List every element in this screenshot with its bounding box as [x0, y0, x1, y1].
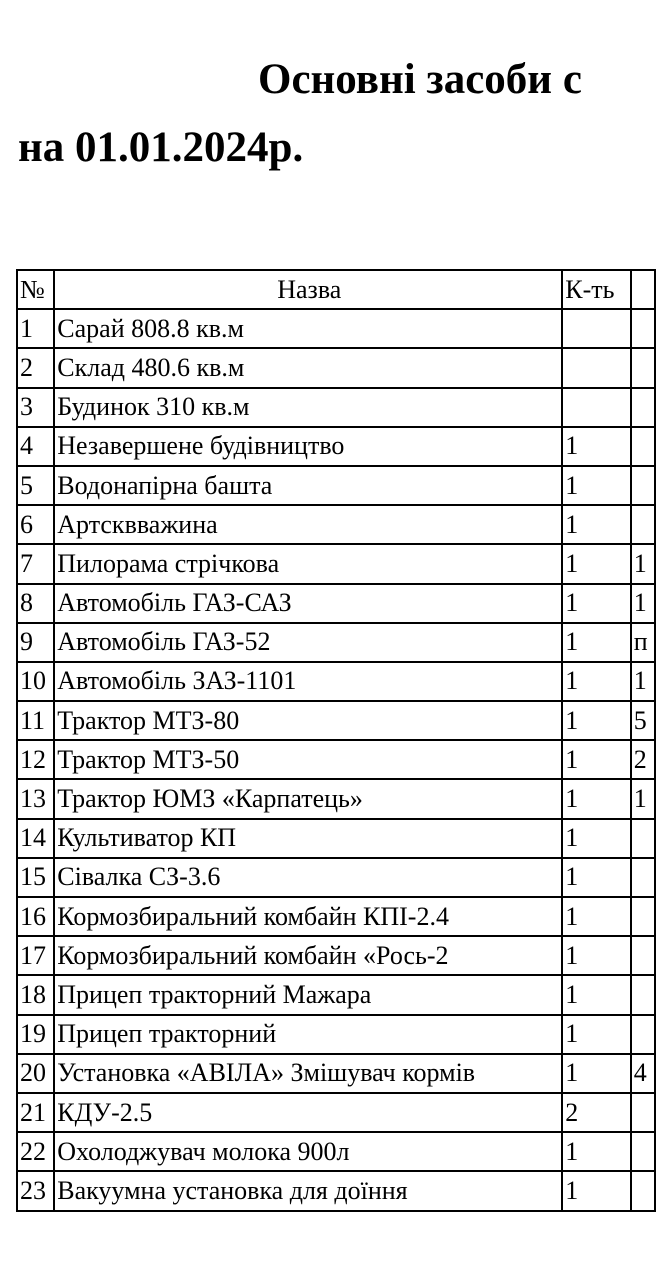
- cell-number: 21: [17, 1093, 54, 1132]
- cell-next: 1: [631, 584, 655, 623]
- cell-name: Прицеп тракторний Мажара: [54, 975, 562, 1014]
- cell-name: Будинок 310 кв.м: [54, 388, 562, 427]
- header-next-column: [631, 270, 655, 309]
- cell-quantity: [562, 388, 631, 427]
- table-row: [17, 858, 655, 897]
- cell-number: 17: [17, 936, 54, 975]
- table-row: [17, 1171, 655, 1210]
- cell-next: [631, 858, 655, 897]
- cell-next: [631, 819, 655, 858]
- cell-number: 8: [17, 584, 54, 623]
- cell-next: 1: [631, 662, 655, 701]
- table-row: [17, 348, 655, 387]
- table-row: [17, 427, 655, 466]
- cell-next: [631, 309, 655, 348]
- cell-name: Трактор МТЗ-50: [54, 740, 562, 779]
- cell-number: 16: [17, 897, 54, 936]
- cell-next: [631, 1171, 655, 1210]
- table-row: [17, 1054, 655, 1093]
- table-row: [17, 701, 655, 740]
- assets-table: [16, 269, 656, 1212]
- table-row: [17, 936, 655, 975]
- cell-name: Вакуумна установка для доїння: [54, 1171, 562, 1210]
- cell-name: Установка «АВІЛА» Змішувач кормів: [54, 1054, 562, 1093]
- cell-next: 4: [631, 1054, 655, 1093]
- cell-number: 6: [17, 505, 54, 544]
- cell-name: Трактор МТЗ-80: [54, 701, 562, 740]
- cell-number: 14: [17, 819, 54, 858]
- cell-number: 22: [17, 1132, 54, 1171]
- cell-quantity: 1: [562, 740, 631, 779]
- header-number: №: [17, 270, 54, 309]
- table-row: [17, 544, 655, 583]
- cell-name: Пилорама стрічкова: [54, 544, 562, 583]
- table-row: [17, 740, 655, 779]
- cell-number: 7: [17, 544, 54, 583]
- table-row: [17, 388, 655, 427]
- cell-number: 19: [17, 1015, 54, 1054]
- cell-quantity: 1: [562, 975, 631, 1014]
- cell-name: Незавершене будівництво: [54, 427, 562, 466]
- header-name: Назва: [54, 270, 562, 309]
- table-row: [17, 1132, 655, 1171]
- cell-name: Трактор ЮМЗ «Карпатець»: [54, 779, 562, 818]
- cell-next: [631, 936, 655, 975]
- cell-name: Автомобіль ЗАЗ-1101: [54, 662, 562, 701]
- table-row: [17, 819, 655, 858]
- cell-next: 2: [631, 740, 655, 779]
- cell-number: 10: [17, 662, 54, 701]
- page-subtitle-date: на 01.01.2024р.: [18, 124, 304, 171]
- cell-quantity: 1: [562, 897, 631, 936]
- cell-next: 5: [631, 701, 655, 740]
- cell-next: [631, 348, 655, 387]
- table-row: [17, 505, 655, 544]
- cell-quantity: [562, 309, 631, 348]
- cell-quantity: [562, 348, 631, 387]
- cell-number: 11: [17, 701, 54, 740]
- cell-number: 18: [17, 975, 54, 1014]
- cell-name: Автомобіль ГАЗ-52: [54, 623, 562, 662]
- cell-number: 5: [17, 466, 54, 505]
- cell-quantity: 1: [562, 584, 631, 623]
- cell-number: 20: [17, 1054, 54, 1093]
- cell-next: [631, 388, 655, 427]
- cell-name: Сівалка СЗ-3.6: [54, 858, 562, 897]
- cell-quantity: 1: [562, 936, 631, 975]
- cell-quantity: 1: [562, 544, 631, 583]
- cell-quantity: 1: [562, 1015, 631, 1054]
- cell-next: [631, 505, 655, 544]
- cell-number: 2: [17, 348, 54, 387]
- table-row: [17, 584, 655, 623]
- cell-name: Прицеп тракторний: [54, 1015, 562, 1054]
- cell-name: Артсквважина: [54, 505, 562, 544]
- table-row: [17, 309, 655, 348]
- table-header-row: [17, 270, 655, 309]
- cell-quantity: 1: [562, 662, 631, 701]
- cell-quantity: 1: [562, 779, 631, 818]
- cell-next: [631, 427, 655, 466]
- cell-quantity: 1: [562, 466, 631, 505]
- cell-name: Водонапірна башта: [54, 466, 562, 505]
- header-quantity: К-ть: [562, 270, 631, 309]
- cell-next: [631, 1015, 655, 1054]
- cell-number: 4: [17, 427, 54, 466]
- cell-name: Сарай 808.8 кв.м: [54, 309, 562, 348]
- table-row: [17, 897, 655, 936]
- cell-quantity: 1: [562, 701, 631, 740]
- table-row: [17, 1015, 655, 1054]
- cell-quantity: 2: [562, 1093, 631, 1132]
- cell-name: Охолоджувач молока 900л: [54, 1132, 562, 1171]
- cell-number: 13: [17, 779, 54, 818]
- cell-number: 1: [17, 309, 54, 348]
- table-row: [17, 975, 655, 1014]
- cell-quantity: 1: [562, 1054, 631, 1093]
- cell-name: Склад 480.6 кв.м: [54, 348, 562, 387]
- cell-number: 15: [17, 858, 54, 897]
- cell-quantity: 1: [562, 623, 631, 662]
- table-row: [17, 662, 655, 701]
- cell-number: 3: [17, 388, 54, 427]
- cell-name: Автомобіль ГАЗ-САЗ: [54, 584, 562, 623]
- cell-quantity: 1: [562, 505, 631, 544]
- cell-name: Кормозбиральний комбайн КПІ-2.4: [54, 897, 562, 936]
- cell-number: 12: [17, 740, 54, 779]
- table-row: [17, 1093, 655, 1132]
- cell-name: Кормозбиральний комбайн «Рось-2: [54, 936, 562, 975]
- cell-next: [631, 975, 655, 1014]
- cell-name: КДУ-2.5: [54, 1093, 562, 1132]
- cell-number: 9: [17, 623, 54, 662]
- page-title: Основні засоби с: [258, 56, 582, 103]
- cell-quantity: 1: [562, 1132, 631, 1171]
- cell-next: 1: [631, 544, 655, 583]
- cell-name: Культиватор КП: [54, 819, 562, 858]
- cell-quantity: 1: [562, 427, 631, 466]
- table-row: [17, 779, 655, 818]
- cell-next: [631, 466, 655, 505]
- cell-quantity: 1: [562, 1171, 631, 1210]
- table-row: [17, 623, 655, 662]
- cell-number: 23: [17, 1171, 54, 1210]
- cell-next: 1: [631, 779, 655, 818]
- cell-next: [631, 1093, 655, 1132]
- cell-next: [631, 1132, 655, 1171]
- cell-next: [631, 897, 655, 936]
- table-row: [17, 466, 655, 505]
- cell-next: п: [631, 623, 655, 662]
- cell-quantity: 1: [562, 819, 631, 858]
- cell-quantity: 1: [562, 858, 631, 897]
